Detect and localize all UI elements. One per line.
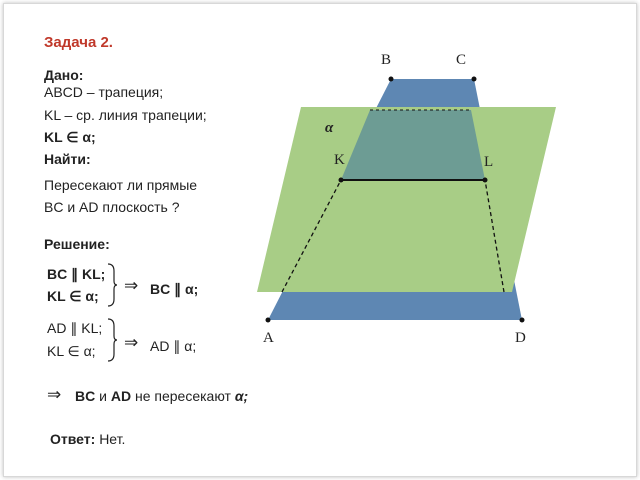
step1-line-2: KL ∈ α;: [47, 288, 99, 304]
answer-label: Ответ:: [50, 431, 96, 447]
step1-result: BC ∥ α;: [150, 281, 199, 297]
implies-arrow-3: ⇒: [47, 385, 62, 404]
conclusion-and: и: [99, 388, 107, 404]
step1-line-1: BC ∥ KL;: [47, 266, 106, 282]
point-c: [472, 77, 477, 82]
answer-value: Нет.: [99, 431, 126, 447]
label-b: B: [381, 52, 392, 68]
brace-1: [106, 263, 118, 307]
label-k: K: [334, 152, 345, 168]
point-a: [266, 318, 271, 323]
conclusion-plane: α;: [234, 388, 249, 404]
step2-line-2: KL ∈ α;: [47, 343, 96, 359]
task-title: Задача 2.: [44, 34, 113, 51]
given-line-1: ABCD – трапеция;: [44, 84, 164, 100]
conclusion-ad: AD: [110, 388, 132, 404]
step2-line-1: AD ∥ KL;: [47, 320, 103, 336]
label-d: D: [515, 330, 526, 346]
find-line-1: Пересекают ли прямые: [44, 177, 198, 193]
point-d: [520, 318, 525, 323]
brace-2: [106, 318, 118, 362]
label-c: C: [456, 52, 467, 68]
point-b: [389, 77, 394, 82]
conclusion-bc: BC: [75, 388, 96, 404]
step2-result: AD ∥ α;: [150, 338, 197, 354]
given-header: Дано:: [44, 67, 84, 83]
answer: [50, 431, 125, 447]
diagram-svg: [230, 40, 560, 360]
implies-arrow-1: ⇒: [124, 276, 139, 295]
label-l: L: [484, 154, 494, 170]
label-a: A: [263, 330, 274, 346]
label-alpha: α: [325, 120, 334, 136]
given-line-2: KL – ср. линия трапеции;: [44, 107, 207, 123]
solution-header: Решение:: [44, 236, 110, 252]
implies-arrow-2: ⇒: [124, 333, 139, 352]
point-l: [483, 178, 488, 183]
conclusion: [75, 388, 248, 404]
point-k: [339, 178, 344, 183]
find-header: Найти:: [44, 151, 91, 167]
given-line-3: KL ∈ α;: [44, 129, 96, 145]
trapezoid-plane-diagram: [230, 40, 560, 360]
find-line-2: BC и AD плоскость ?: [44, 199, 180, 215]
conclusion-text: не пересекают: [134, 388, 231, 404]
